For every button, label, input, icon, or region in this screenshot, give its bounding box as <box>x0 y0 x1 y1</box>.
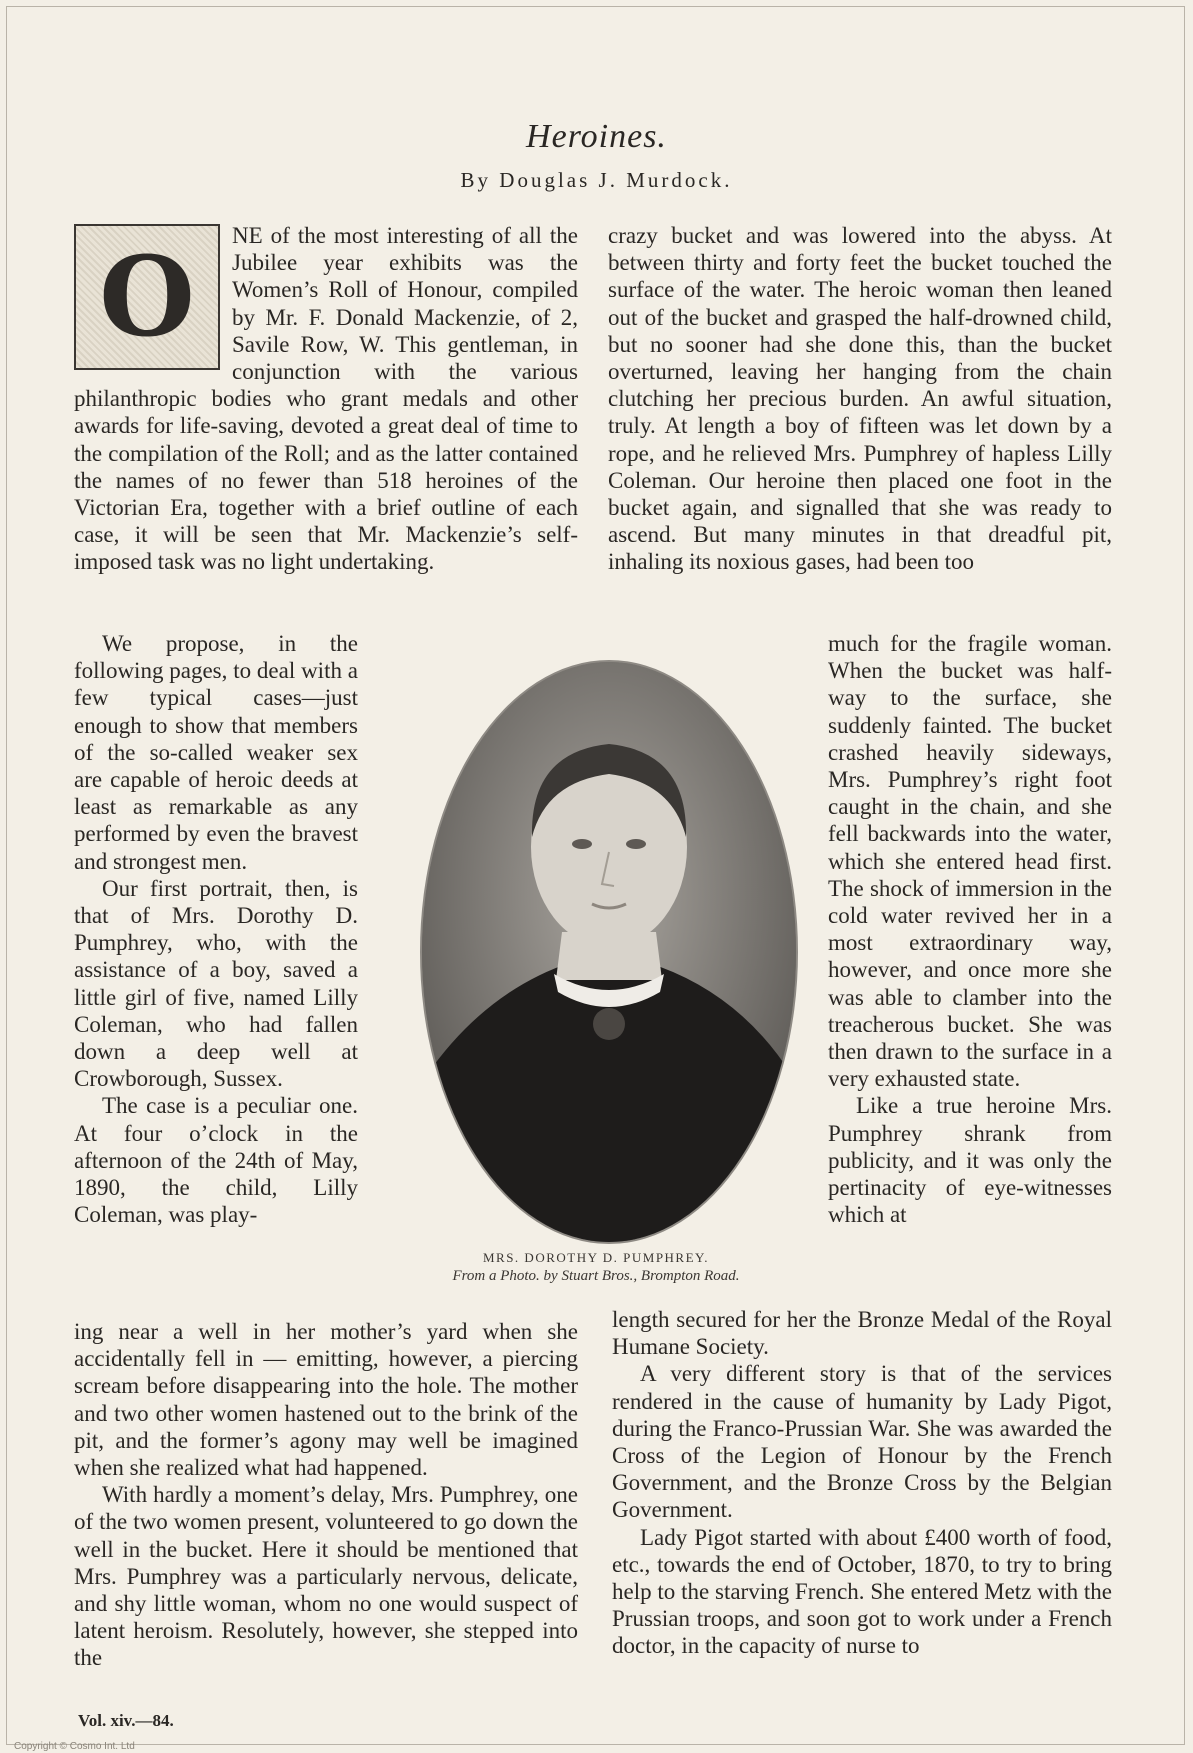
paragraph-medal: length secured for her the Bronze Medal of the Royal Humane Society. <box>612 1307 1112 1360</box>
paragraph-delay: With hardly a moment’s delay, Mrs. Pumphrey, one of the two women present, volunteered to go down the well in the bucket. Here it should be mentioned that Mrs. Pumphrey was a particularly nervous, delicate, and shy little woman, whom no one would suspect of latent heroism. Resolutely, however, she stepped into the <box>74 1482 578 1671</box>
copyright-watermark: Copyright © Cosmo Int. Ltd <box>14 1741 135 1752</box>
drop-cap-ornament <box>74 224 220 370</box>
left-column-narrow <box>74 630 358 1228</box>
right-column-top <box>608 222 1112 576</box>
caption-name: MRS. DOROTHY D. PUMPHREY. <box>482 1250 710 1265</box>
portrait-eye-left <box>572 839 592 849</box>
paragraph-pigot-started: Lady Pigot started with about £400 worth of food, etc., towards the end of October, 1870, to try to bring help to the starving French. She entered Metz with the Prussian troops, and soon got to work under a French doctor, in the capacity of nurse to <box>612 1524 1112 1659</box>
paragraph-case: The case is a peculiar one. At four o’clock in the afternoon of the 24th of May, 1890, the child, Lilly Coleman, was play- <box>74 1093 358 1228</box>
caption-credit: From a Photo. by Stuart Bros., Brompton Road. <box>452 1268 740 1284</box>
left-column-bottom <box>74 1318 578 1672</box>
article-title: Heroines. <box>526 118 667 155</box>
volume-footer: Vol. xiv.—84. <box>78 1711 174 1730</box>
drop-cap-letter: O <box>99 232 195 361</box>
portrait-eye-right <box>626 839 646 849</box>
paragraph-case-continued: ing near a well in her mother’s yard when she accidentally fell in — emitting, however, a piercing scream before disappearing into the hole. The mother and two other women hastened out to the brink of the pit, and the former’s agony may well be imagined when she realized what had happened. <box>74 1319 578 1481</box>
paragraph-propose: We propose, in the following pages, to deal with a few typical cases—just enough to show that members of the so-called weaker sex are capable of heroic deeds at least as remarkable as any performed by even the bravest and strongest men. <box>74 631 358 874</box>
paragraph-publicity: Like a true heroine Mrs. Pumphrey shrank from publicity, and it was only the pertinacity of eye-witnesses which at <box>828 1093 1112 1228</box>
paragraph-lady-pigot: A very different story is that of the services rendered in the cause of humanity by Lady Pigot, during the Franco-Prussian War. She was awarded the Cross of the Legion of Honour by the French Government, and the Bronze Cross by the Belgian Government. <box>612 1361 1112 1523</box>
left-column-top <box>74 222 578 576</box>
article-byline: By Douglas J. Murdock. <box>460 168 733 192</box>
portrait-caption <box>396 1250 796 1285</box>
paragraph-intro: NE of the most interesting of all the Jubilee year exhibits was the Women’s Roll of Honour, compiled by Mr. F. Donald Mackenzie, of 2, Savile Row, W. This gentleman, in conjunction with the various philanthropic bodies who grant medals and other awards for life-saving, devoted a great deal of time to the compilation of the Roll; and as the latter contained the names of no fewer than 518 heroines of the Victorian Era, together with a brief outline of each case, it will be seen that Mr. Mackenzie’s self-imposed task was no light undertaking. <box>74 223 578 575</box>
portrait-illustration <box>422 662 796 1242</box>
right-column-narrow <box>828 630 1112 1228</box>
paragraph-first-portrait: Our first portrait, then, is that of Mrs. Dorothy D. Pumphrey, who, with the assistance of a boy, saved a little girl of five, named Lilly Coleman, who had fallen down a deep well at Crowborough, Sussex. <box>74 875 358 1092</box>
portrait-photo <box>420 660 798 1244</box>
portrait-brooch <box>593 1008 625 1040</box>
paragraph-bucket: crazy bucket and was lowered into the abyss. At between thirty and forty feet the bucket touched the surface of the water. The heroic woman then leaned out of the bucket and grasped the half-drowned child, but no sooner had she done this, than the bucket overturned, leaving her hanging from the chain clutching her precious burden. An awful situation, truly. At length a boy of fifteen was let down by a rope, and he relieved Mrs. Pumphrey of hapless Lilly Coleman. Our heroine then placed one foot in the bucket again, and signalled that she was ready to ascend. But many minutes in that dreadful pit, inhaling its noxious gases, had been too <box>608 223 1112 575</box>
right-column-bottom <box>612 1306 1112 1660</box>
paragraph-fainted: much for the fragile woman. When the bucket was half-way to the surface, she suddenly fainted. The bucket crashed heavily sideways, Mrs. Pumphrey’s right foot caught in the chain, and she fell backwards into the water, which she entered head first. The shock of immersion in the cold water revived her in a most extraordinary way, however, and once more she was able to clamber into the treacherous bucket. She was then drawn to the surface in a very exhausted state. <box>828 631 1112 1092</box>
